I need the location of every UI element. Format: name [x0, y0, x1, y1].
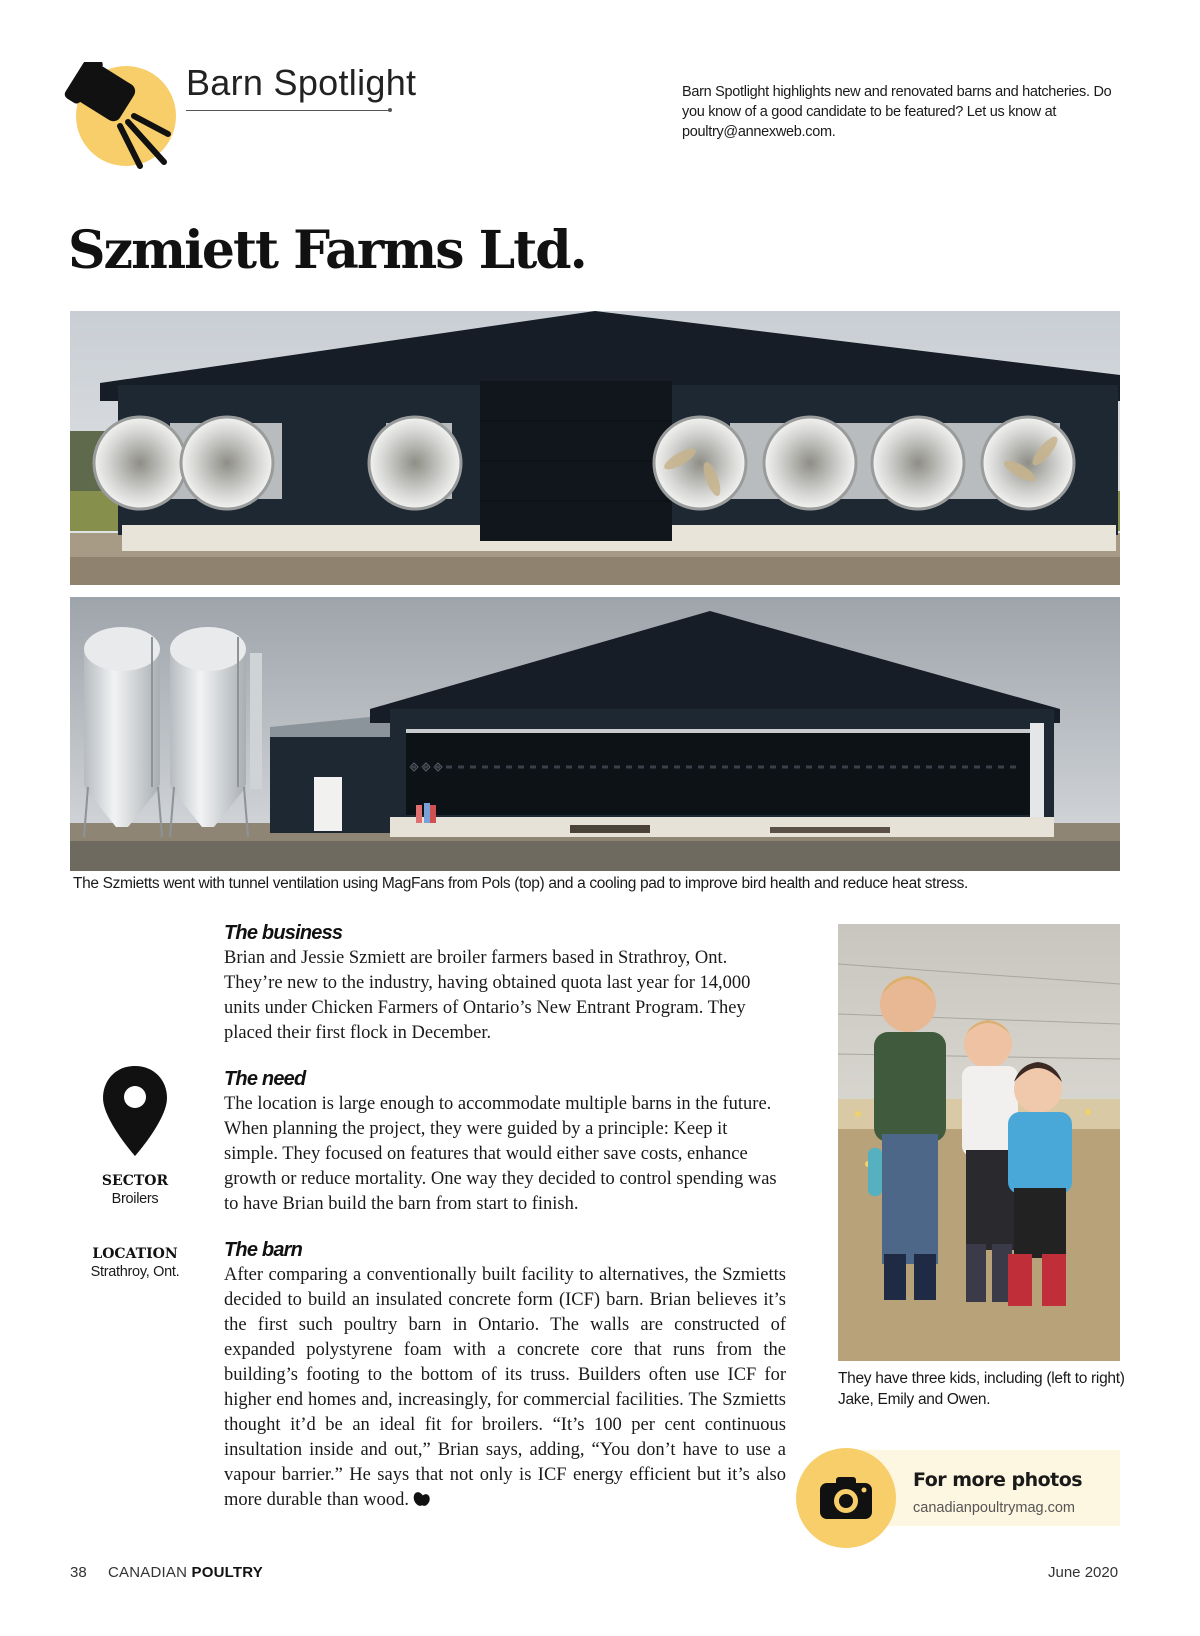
need-heading: The need	[224, 1068, 306, 1090]
magazine-name	[108, 1564, 263, 1581]
issue-date: June 2020	[1048, 1564, 1119, 1581]
location-value: Strathroy, Ont.	[90, 1264, 180, 1280]
kids-caption: They have three kids, including (left to right) Jake, Emily and Owen.	[838, 1370, 1125, 1408]
sector-value: Broilers	[111, 1191, 159, 1207]
barn-paragraph	[224, 1263, 786, 1513]
camera-icon	[818, 1475, 874, 1521]
business-paragraph: Brian and Jessie Szmiett are broiler farmers based in Strathroy, Ont. They’re new to the industry, having obtained quota last year for 14,000 units under Chicken Farmers of Ontario’s New Entrant Program. They placed their first flock in December.	[224, 948, 751, 1043]
magazine-name-light: CANADIAN	[108, 1564, 188, 1581]
page-title: Szmiett Farms Ltd.	[68, 220, 586, 281]
barn-fans-photo	[70, 311, 1120, 585]
need-paragraph: The location is large enough to accommodate multiple barns in the future. When planning the project, they were guided by a principle: Keep it simple. They focused on features that would either save costs, enhance growth or reduce mortality. One way they decided to control spending was to have Brian build the barn from start to finish.	[224, 1094, 777, 1214]
end-mark-icon	[413, 1491, 431, 1507]
page-number: 38	[70, 1564, 87, 1581]
section-intro: Barn Spotlight highlights new and renovated barns and hatcheries. Do you know of a good candidate to be featured? Let us know at poultry@annexweb.com.	[682, 84, 1112, 140]
barn-cooling-pad-photo	[70, 597, 1120, 871]
promo-link[interactable]: canadianpoultrymag.com	[913, 1500, 1076, 1516]
business-heading: The business	[224, 922, 343, 944]
location-label: LOCATION	[92, 1246, 178, 1262]
barn-heading: The barn	[224, 1239, 303, 1261]
magazine-name-bold: POULTRY	[191, 1564, 263, 1581]
sector-label: SECTOR	[101, 1173, 169, 1189]
section-rule	[186, 110, 390, 111]
promo-title: For more photos	[913, 1469, 1083, 1491]
section-title: Barn Spotlight	[186, 62, 417, 103]
barn-paragraph-text: After comparing a conventionally built facility to alternatives, the Szmietts decided to build an insulated concrete form (ICF) barn. Brian believes it’s the first such poultry barn in Ontario. The walls are constructed of expanded polystyrene foam with a concrete core that runs from the building’s footing to the bottom of its truss. Builders often use ICF for higher end homes and, increasingly, for commercial facilities. The Szmietts thought it’d be an ideal fit for broilers. “It’s 100 per cent continuous insultation inside and out,” Brian says, adding, “You don’t have to use a vapour barrier.” He says that not only is ICF energy efficient but it’s also more durable than wood.	[224, 1265, 786, 1510]
article-body	[224, 922, 786, 1535]
photo-caption: The Szmietts went with tunnel ventilation using MagFans from Pols (top) and a cooling pad to improve bird health and reduce heat stress.	[73, 875, 968, 892]
location-pin-icon	[100, 1064, 170, 1158]
kids-photo	[838, 924, 1120, 1361]
spotlight-icon	[64, 62, 176, 174]
